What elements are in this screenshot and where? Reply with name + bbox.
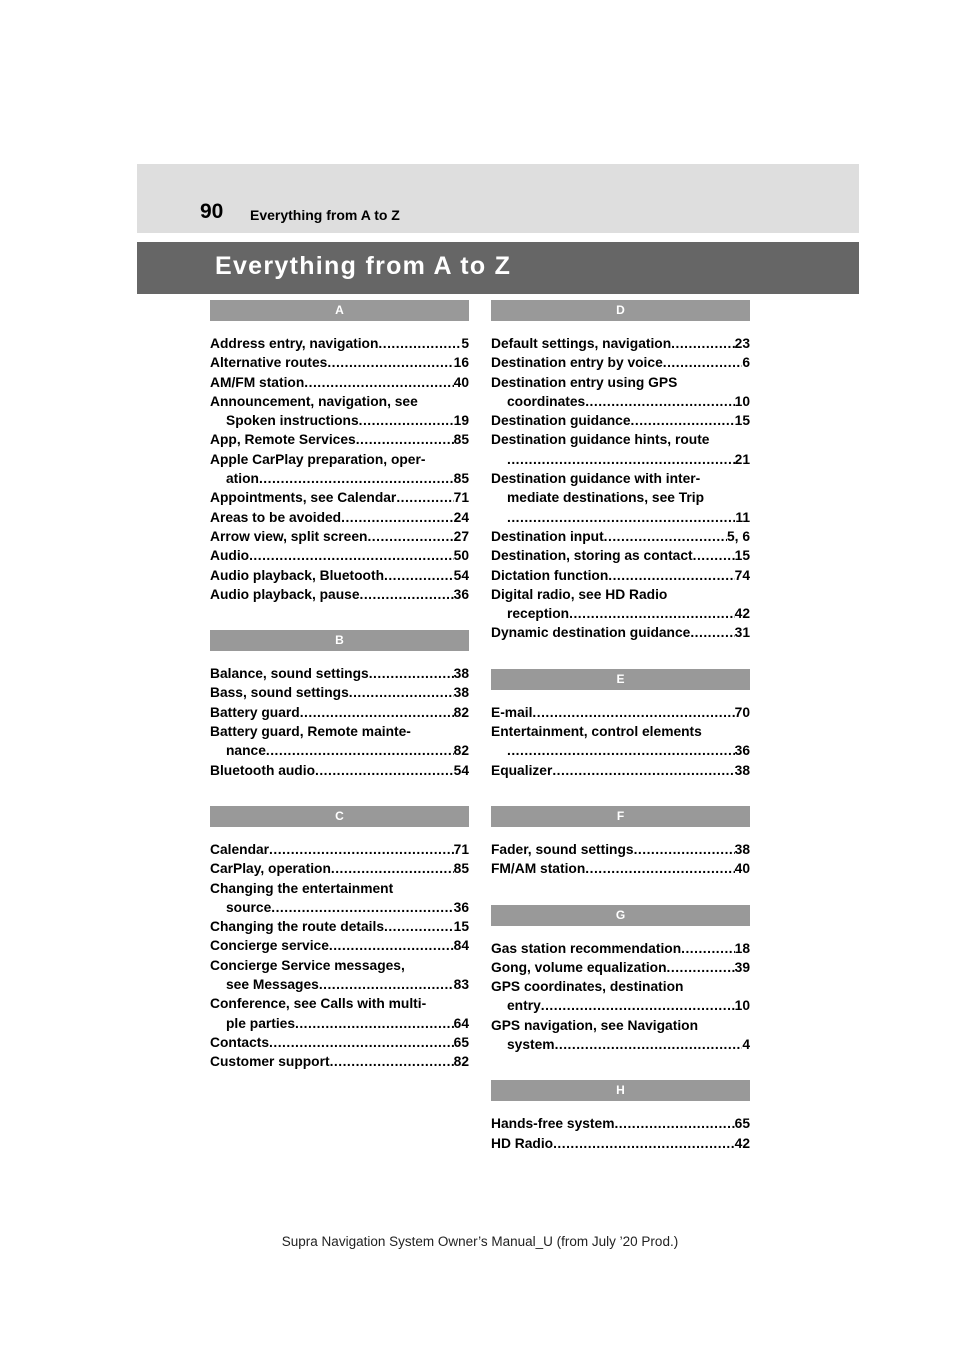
index-entry-text: coordinates xyxy=(507,393,586,409)
dot-leader xyxy=(663,353,743,372)
index-page-number: 39 xyxy=(734,959,750,975)
dot-leader xyxy=(359,411,454,430)
index-column-left xyxy=(210,300,469,1072)
dot-leader xyxy=(608,566,734,585)
index-entry[interactable] xyxy=(491,1114,750,1133)
index-entry-text: FM/AM station xyxy=(491,861,586,877)
index-group-b xyxy=(210,630,469,780)
index-entry-text: Contacts xyxy=(210,1034,270,1050)
index-entry[interactable] xyxy=(210,566,469,585)
dot-leader xyxy=(341,508,454,527)
index-entry-text: Conference, see Calls with multi- xyxy=(210,996,427,1012)
index-entry-list xyxy=(491,1101,750,1153)
index-page-number: 15 xyxy=(453,919,469,935)
index-entry[interactable] xyxy=(491,1134,750,1153)
index-entry[interactable] xyxy=(210,334,469,353)
index-entry-text: Destination guidance xyxy=(491,413,631,429)
index-entry-text: Appointments, see Calendar xyxy=(210,490,397,506)
index-entry[interactable] xyxy=(210,761,469,780)
index-entry-text: Bluetooth audio xyxy=(210,762,315,778)
dot-leader xyxy=(585,392,734,411)
page-number: 90 xyxy=(200,200,224,223)
index-page-number: 15 xyxy=(734,413,750,429)
letter-header: F xyxy=(491,806,750,827)
letter-header: E xyxy=(491,669,750,690)
index-page-number: 40 xyxy=(453,374,469,390)
dot-leader xyxy=(585,859,734,878)
index-entry[interactable] xyxy=(210,527,469,546)
index-entry-text: Balance, sound settings xyxy=(210,666,369,682)
dot-leader xyxy=(671,334,734,353)
index-entry-text: E-mail xyxy=(491,704,533,720)
index-entry-text: Hands-free system xyxy=(491,1116,615,1132)
index-page-number: 82 xyxy=(453,1054,469,1070)
index-entry-text: Alternative routes xyxy=(210,355,328,371)
index-page-number: 82 xyxy=(453,704,469,720)
dot-leader xyxy=(259,469,454,488)
index-page-number: 65 xyxy=(453,1034,469,1050)
index-entry-list xyxy=(491,926,750,1055)
dot-leader xyxy=(507,508,735,527)
letter-header: C xyxy=(210,806,469,827)
index-page-number: 38 xyxy=(453,666,469,682)
index-group-e xyxy=(491,669,750,780)
index-entry-text: see Messages xyxy=(226,977,319,993)
index-entry-text: Audio playback, Bluetooth xyxy=(210,567,385,583)
index-entry-text: Destination entry using GPS xyxy=(491,374,678,390)
dot-leader xyxy=(378,334,461,353)
letter-header: G xyxy=(491,905,750,926)
page-footer: Supra Navigation System Owner’s Manual_U (from July ’20 Prod.) xyxy=(281,1234,679,1249)
index-entry-list xyxy=(491,321,750,643)
index-entry[interactable] xyxy=(491,859,750,878)
index-page-number: 74 xyxy=(734,567,750,583)
dot-leader xyxy=(331,859,454,878)
index-group-f xyxy=(491,806,750,879)
letter-header: B xyxy=(210,630,469,651)
index-entry[interactable] xyxy=(210,353,469,372)
index-entry-text: Spoken instructions xyxy=(226,413,359,429)
index-column-right xyxy=(491,300,750,1153)
index-entry[interactable] xyxy=(491,546,750,565)
index-entry-text: Dynamic destination guidance xyxy=(491,625,691,641)
index-entry-text: Equalizer xyxy=(491,762,553,778)
index-entry-text: Bass, sound settings xyxy=(210,685,349,701)
index-entry-text: system xyxy=(507,1037,555,1053)
dot-leader xyxy=(295,1014,454,1033)
index-entry-text: Battery guard, Remote mainte- xyxy=(210,724,411,740)
dot-leader xyxy=(266,741,454,760)
index-entry-text: HD Radio xyxy=(491,1135,554,1151)
index-page-number: 36 xyxy=(453,899,469,915)
dot-leader xyxy=(396,488,453,507)
index-entry[interactable] xyxy=(491,353,750,372)
index-entry[interactable] xyxy=(210,1052,469,1071)
dot-leader xyxy=(369,664,454,683)
dot-leader xyxy=(384,566,454,585)
index-entry[interactable] xyxy=(491,469,750,527)
index-page-number: 10 xyxy=(734,998,750,1014)
index-page-number: 42 xyxy=(734,606,750,622)
dot-leader xyxy=(681,939,735,958)
index-entry[interactable] xyxy=(491,1016,750,1055)
index-entry-text: Destination, storing as contact xyxy=(491,548,693,564)
index-entry-text: Concierge Service messages, xyxy=(210,957,405,973)
index-page-number: 42 xyxy=(734,1135,750,1151)
dot-leader xyxy=(384,917,454,936)
index-entry[interactable] xyxy=(491,977,750,1016)
dot-leader xyxy=(304,373,453,392)
index-group-d xyxy=(491,300,750,643)
dot-leader xyxy=(330,1052,454,1071)
index-entry-text: Destination input xyxy=(491,528,604,544)
index-entry-text: Audio playback, pause xyxy=(210,586,360,602)
index-entry[interactable] xyxy=(491,527,750,546)
dot-leader xyxy=(367,527,453,546)
index-entry-text: reception xyxy=(507,606,570,622)
dot-leader xyxy=(634,840,735,859)
index-page-number: 54 xyxy=(453,567,469,583)
dot-leader xyxy=(319,975,454,994)
index-entry-text: Destination guidance hints, route xyxy=(491,432,710,448)
index-entry[interactable] xyxy=(210,450,469,489)
index-page-number: 6 xyxy=(742,355,750,371)
index-page-number: 54 xyxy=(453,762,469,778)
index-page-number: 18 xyxy=(734,940,750,956)
index-entry[interactable] xyxy=(210,546,469,565)
index-page-number: 5 xyxy=(461,336,469,351)
section-title: Everything from A to Z xyxy=(215,252,512,280)
index-page-number: 85 xyxy=(453,432,469,448)
index-entry-text: Address entry, navigation xyxy=(210,336,379,351)
dot-leader xyxy=(553,1134,735,1153)
index-page-number: 36 xyxy=(734,743,750,759)
dot-leader xyxy=(249,546,454,565)
index-entry-text: Areas to be avoided xyxy=(210,509,342,525)
index-entry-text: mediate destinations, see Trip xyxy=(507,490,705,506)
dot-leader xyxy=(604,527,727,546)
index-entry-text: entry xyxy=(507,998,541,1014)
index-group-c xyxy=(210,806,469,1072)
index-entry-text: Entertainment, control elements xyxy=(491,724,702,740)
index-entry-text: Default settings, navigation xyxy=(491,336,672,351)
index-entry-text: ple parties xyxy=(226,1015,296,1031)
index-entry-list xyxy=(210,827,469,1072)
index-page-number: 85 xyxy=(453,861,469,877)
index-entry-text: Apple CarPlay preparation, oper- xyxy=(210,451,426,467)
index-entry-text: AM/FM station xyxy=(210,374,305,390)
index-entry[interactable] xyxy=(210,430,469,449)
index-page-number: 5, 6 xyxy=(726,528,750,544)
index-entry-text: Digital radio, see HD Radio xyxy=(491,586,668,602)
index-entry-text: GPS coordinates, destination xyxy=(491,979,684,995)
letter-header: A xyxy=(210,300,469,321)
dot-leader xyxy=(667,958,735,977)
index-page-number: 70 xyxy=(734,704,750,720)
index-page-number: 82 xyxy=(453,743,469,759)
index-entry[interactable] xyxy=(491,566,750,585)
dot-leader xyxy=(690,623,734,642)
index-entry-list xyxy=(491,690,750,780)
index-page-number: 11 xyxy=(735,509,750,525)
index-entry-text: Gas station recommendation xyxy=(491,940,682,956)
index-entry[interactable] xyxy=(210,917,469,936)
index-page-number: 21 xyxy=(734,451,750,467)
index-entry[interactable] xyxy=(210,508,469,527)
index-page-number: 71 xyxy=(453,841,469,857)
index-entry-text: source xyxy=(226,899,272,915)
index-entry[interactable] xyxy=(491,430,750,469)
index-page-number: 71 xyxy=(453,490,469,506)
dot-leader xyxy=(552,761,734,780)
index-page-number: 40 xyxy=(734,861,750,877)
index-page-number: 38 xyxy=(734,762,750,778)
index-page-number: 36 xyxy=(453,586,469,602)
index-entry-text: Calendar xyxy=(210,841,270,857)
index-entry-text: Destination guidance with inter- xyxy=(491,471,701,487)
dot-leader xyxy=(271,898,453,917)
index-entry-list xyxy=(210,321,469,604)
index-entry-text: Dictation function xyxy=(491,567,609,583)
dot-leader xyxy=(541,996,735,1015)
index-entry[interactable] xyxy=(210,1033,469,1052)
index-page-number: 85 xyxy=(453,471,469,487)
index-entry[interactable] xyxy=(210,488,469,507)
dot-leader xyxy=(315,761,454,780)
index-entry-text: CarPlay, operation xyxy=(210,861,331,877)
dot-leader xyxy=(269,1033,454,1052)
index-page-number: 4 xyxy=(742,1037,750,1053)
index-entry[interactable] xyxy=(210,585,469,604)
index-group-h xyxy=(491,1080,750,1153)
index-page-number: 24 xyxy=(453,509,469,525)
dot-leader xyxy=(532,703,734,722)
index-page-number: 83 xyxy=(453,977,469,993)
index-page-number: 64 xyxy=(453,1015,469,1031)
index-entry[interactable] xyxy=(491,411,750,430)
dot-leader xyxy=(349,683,454,702)
letter-header: H xyxy=(491,1080,750,1101)
letter-header: D xyxy=(491,300,750,321)
index-entry[interactable] xyxy=(210,859,469,878)
index-entry[interactable] xyxy=(210,840,469,859)
dot-leader xyxy=(614,1114,734,1133)
index-entry[interactable] xyxy=(210,683,469,702)
header-bar xyxy=(137,164,859,233)
index-entry[interactable] xyxy=(210,994,469,1033)
index-entry-text: ation xyxy=(226,471,259,487)
index-page-number: 27 xyxy=(453,528,469,544)
dot-leader xyxy=(631,411,735,430)
index-entry-text: Gong, volume equalization xyxy=(491,959,667,975)
index-page-number: 38 xyxy=(453,685,469,701)
index-page-number: 31 xyxy=(734,625,750,641)
index-page-number: 10 xyxy=(734,393,750,409)
index-entry[interactable] xyxy=(210,373,469,392)
index-entry[interactable] xyxy=(210,879,469,918)
index-entry[interactable] xyxy=(491,958,750,977)
index-entry-text: Customer support xyxy=(210,1054,330,1070)
index-entry[interactable] xyxy=(491,623,750,642)
index-entry-list xyxy=(210,651,469,780)
index-entry[interactable] xyxy=(210,703,469,722)
dot-leader xyxy=(356,430,454,449)
dot-leader xyxy=(269,840,454,859)
dot-leader xyxy=(569,604,735,623)
index-entry[interactable] xyxy=(210,392,469,431)
index-entry[interactable] xyxy=(210,956,469,995)
index-entry[interactable] xyxy=(491,585,750,624)
index-entry-list xyxy=(491,827,750,879)
dot-leader xyxy=(693,546,735,565)
dot-leader xyxy=(507,741,735,760)
dot-leader xyxy=(555,1035,743,1054)
index-entry[interactable] xyxy=(210,936,469,955)
index-page-number: 23 xyxy=(734,336,750,351)
index-page-number: 15 xyxy=(734,548,750,564)
index-entry[interactable] xyxy=(210,722,469,761)
index-entry-text: Announcement, navigation, see xyxy=(210,393,418,409)
index-page-number: 84 xyxy=(453,938,469,954)
dot-leader xyxy=(300,703,454,722)
index-page-number: 50 xyxy=(453,548,469,564)
index-page-number: 65 xyxy=(734,1116,750,1132)
index-entry-text: nance xyxy=(226,743,266,759)
index-entry-text: Fader, sound settings xyxy=(491,841,634,857)
index-entry-text: Battery guard xyxy=(210,704,300,720)
index-entry-text: Destination entry by voice xyxy=(491,355,663,371)
index-entry-text: App, Remote Services xyxy=(210,432,356,448)
index-entry-text: Arrow view, split screen xyxy=(210,528,368,544)
index-entry-text: Changing the route details xyxy=(210,919,385,935)
index-entry[interactable] xyxy=(491,840,750,859)
index-page-number: 38 xyxy=(734,841,750,857)
index-entry-text: Concierge service xyxy=(210,938,329,954)
index-entry[interactable] xyxy=(210,664,469,683)
index-entry-text: Changing the entertainment xyxy=(210,880,394,896)
running-title: Everything from A to Z xyxy=(250,207,400,223)
index-page-number: 19 xyxy=(453,413,469,429)
dot-leader xyxy=(507,450,735,469)
index-group-g xyxy=(491,905,750,1055)
index-entry-text: GPS navigation, see Navigation xyxy=(491,1017,699,1033)
dot-leader xyxy=(327,353,453,372)
index-entry[interactable] xyxy=(491,334,750,353)
dot-leader xyxy=(329,936,454,955)
index-entry[interactable] xyxy=(491,703,750,722)
index-page-number: 16 xyxy=(453,355,469,371)
index-entry[interactable] xyxy=(491,761,750,780)
index-group-a xyxy=(210,300,469,604)
index-entry[interactable] xyxy=(491,722,750,761)
index-entry[interactable] xyxy=(491,939,750,958)
dot-leader xyxy=(360,585,454,604)
index-entry[interactable] xyxy=(491,373,750,412)
index-entry-text: Audio xyxy=(210,548,250,564)
